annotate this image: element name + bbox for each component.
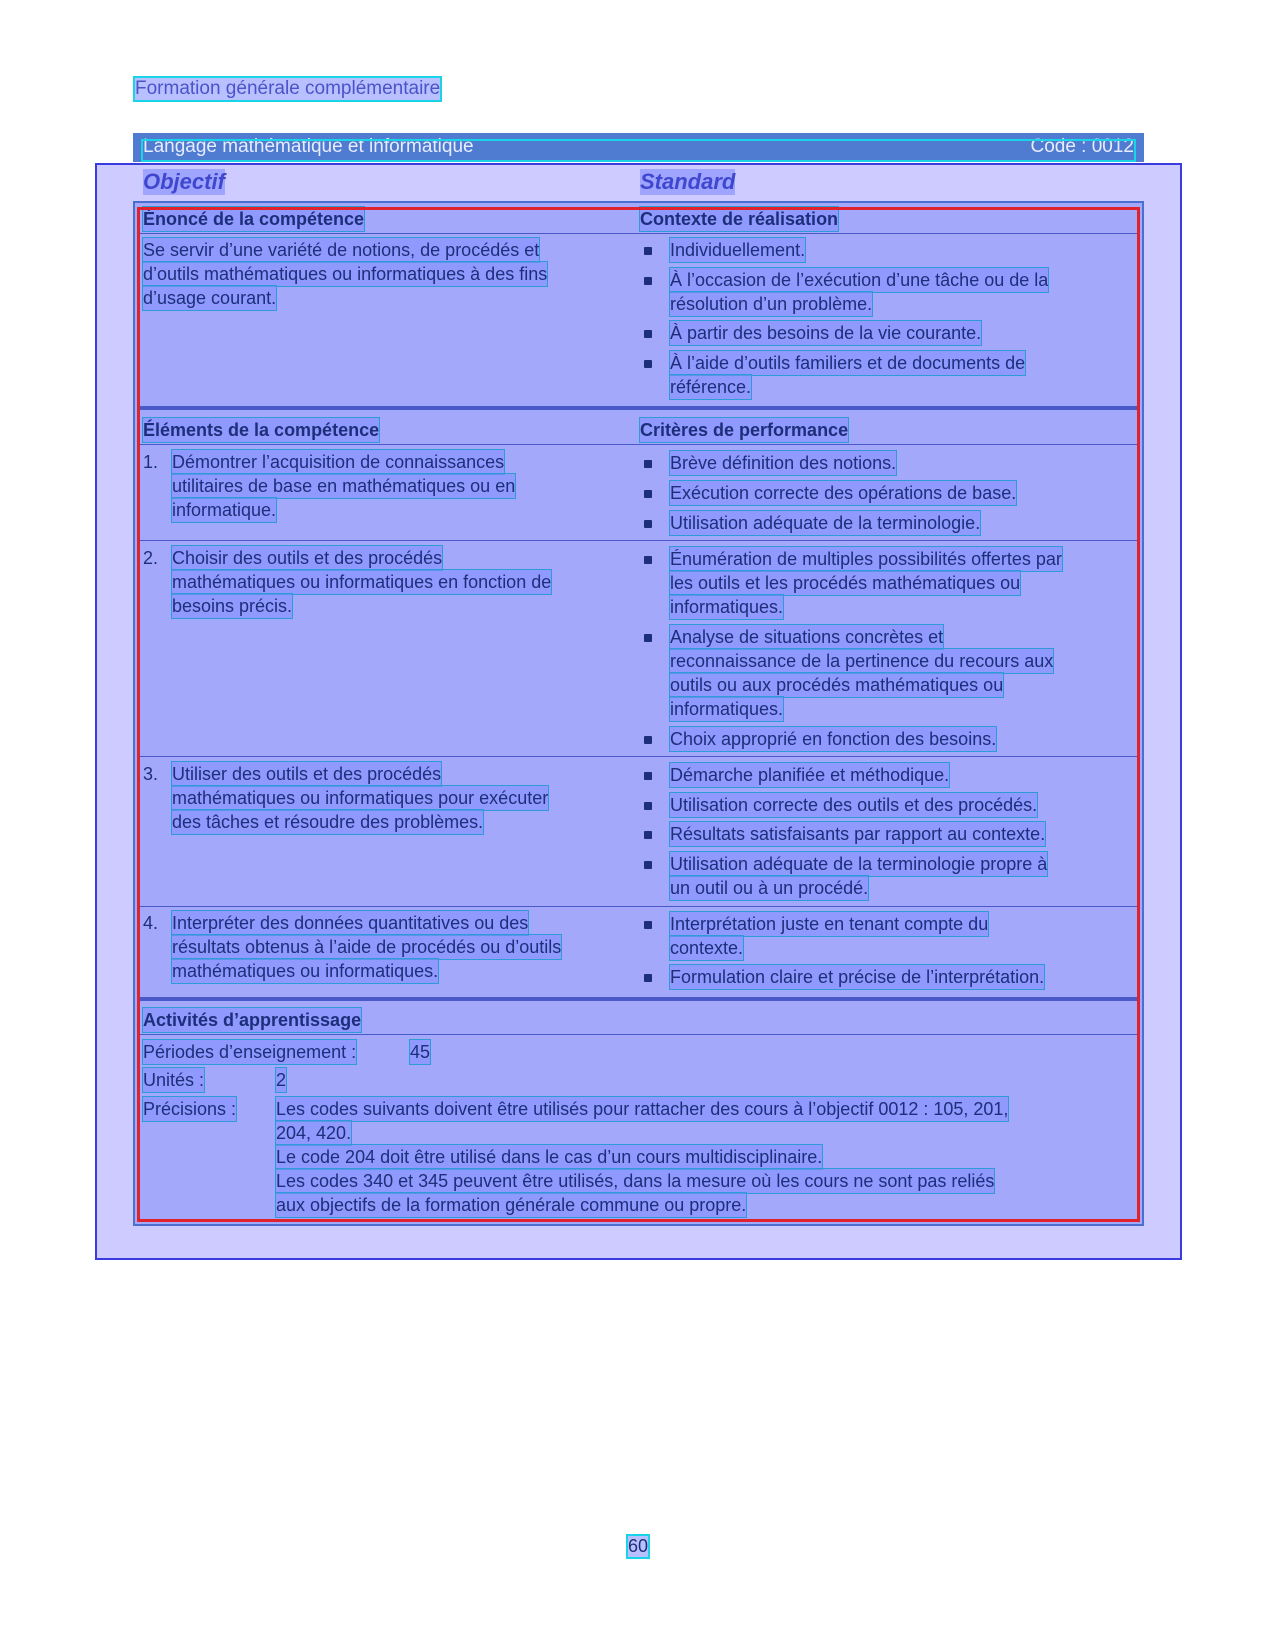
critere-item: Interprétation juste en tenant compte du xyxy=(670,914,989,934)
critere-item: Brève définition des notions. xyxy=(670,453,897,473)
unites-value: 2 xyxy=(276,1070,287,1090)
critere-item: Utilisation adéquate de la terminologie. xyxy=(670,513,981,533)
precisions-line: aux objectifs de la formation générale commune ou propre. xyxy=(276,1195,747,1215)
element-line: Démontrer l’acquisition de connaissances xyxy=(172,452,505,472)
element-number: 2. xyxy=(143,548,159,568)
precisions-line: 204, 420. xyxy=(276,1123,352,1143)
element-line: mathématiques ou informatiques pour exécuter xyxy=(172,788,549,808)
objectif-label: Objectif xyxy=(143,169,225,194)
critere-item: Énumération de multiples possibilités offertes par xyxy=(670,549,1062,569)
element-line: des tâches et résoudre des problèmes. xyxy=(172,812,484,832)
critere-item: Utilisation correcte des outils et des procédés. xyxy=(670,795,1038,815)
bullet-icon xyxy=(644,460,652,468)
critere-item: Exécution correcte des opérations de base. xyxy=(670,483,1017,503)
precisions-label: Précisions : xyxy=(143,1099,237,1119)
element-line: utilitaires de base en mathématiques ou en xyxy=(172,476,516,496)
precisions-line: Le code 204 doit être utilisé dans le cas d’un cours multidisciplinaire. xyxy=(276,1147,823,1167)
element-line: Utiliser des outils et des procédés xyxy=(172,764,442,784)
bullet-icon xyxy=(644,831,652,839)
critere-item: outils ou aux procédés mathématiques ou xyxy=(670,675,1004,695)
periodes-value: 45 xyxy=(410,1042,431,1062)
element-number: 4. xyxy=(143,913,159,933)
divider xyxy=(137,233,1140,234)
page-number: 60 xyxy=(628,1536,649,1556)
section-divider xyxy=(137,406,1140,410)
contexte-item: référence. xyxy=(670,377,752,397)
enonce-line: d’outils mathématiques ou informatiques à des fins xyxy=(143,264,548,284)
bullet-icon xyxy=(644,277,652,285)
activites-header: Activités d’apprentissage xyxy=(143,1010,362,1030)
bullet-icon xyxy=(644,772,652,780)
course-code: Code : 0012 xyxy=(1030,136,1134,157)
critere-item: Analyse de situations concrètes et xyxy=(670,627,944,647)
bullet-icon xyxy=(644,974,652,982)
title-bar xyxy=(133,133,1144,162)
divider xyxy=(137,444,1140,445)
critere-item: Démarche planifiée et méthodique. xyxy=(670,765,950,785)
divider xyxy=(137,1034,1140,1035)
element-line: résultats obtenus à l’aide de procédés ou d’outils xyxy=(172,937,562,957)
divider xyxy=(137,906,1140,907)
elements-header: Éléments de la compétence xyxy=(143,420,380,440)
course-title: Langage mathématique et informatique xyxy=(143,136,474,157)
critere-item: informatiques. xyxy=(670,597,784,617)
unites-label: Unités : xyxy=(143,1070,205,1090)
bullet-icon xyxy=(644,330,652,338)
bullet-icon xyxy=(644,634,652,642)
bullet-icon xyxy=(644,247,652,255)
divider xyxy=(137,540,1140,541)
enonce-line: Se servir d’une variété de notions, de procédés et xyxy=(143,240,540,260)
element-number: 1. xyxy=(143,452,159,472)
critere-item: un outil ou à un procédé. xyxy=(670,878,869,898)
bullet-icon xyxy=(644,360,652,368)
critere-item: Choix approprié en fonction des besoins. xyxy=(670,729,997,749)
element-line: Interpréter des données quantitatives ou des xyxy=(172,913,529,933)
critere-item: contexte. xyxy=(670,938,744,958)
enonce-header: Énoncé de la compétence xyxy=(143,209,365,229)
divider xyxy=(137,756,1140,757)
standard-label: Standard xyxy=(640,169,736,194)
bullet-icon xyxy=(644,861,652,869)
section-divider xyxy=(137,997,1140,1001)
bullet-icon xyxy=(644,520,652,528)
bullet-icon xyxy=(644,802,652,810)
critere-item: informatiques. xyxy=(670,699,784,719)
precisions-line: Les codes 340 et 345 peuvent être utilisés, dans la mesure où les cours ne sont pas reliés xyxy=(276,1171,995,1191)
element-number: 3. xyxy=(143,764,159,784)
contexte-item: À partir des besoins de la vie courante. xyxy=(670,323,982,343)
bullet-icon xyxy=(644,490,652,498)
element-line: mathématiques ou informatiques en fonction de xyxy=(172,572,552,592)
periodes-label: Périodes d’enseignement : xyxy=(143,1042,357,1062)
bullet-icon xyxy=(644,736,652,744)
precisions-line: Les codes suivants doivent être utilisés pour rattacher des cours à l’objectif 0012 : 105, 201, xyxy=(276,1099,1009,1119)
element-line: besoins précis. xyxy=(172,596,293,616)
bullet-icon xyxy=(644,556,652,564)
contexte-item: À l’aide d’outils familiers et de documents de xyxy=(670,353,1026,373)
critere-item: les outils et les procédés mathématiques ou xyxy=(670,573,1021,593)
element-line: informatique. xyxy=(172,500,277,520)
bullet-icon xyxy=(644,921,652,929)
contexte-item: résolution d’un problème. xyxy=(670,294,873,314)
critere-item: Utilisation adéquate de la terminologie propre à xyxy=(670,854,1048,874)
contexte-item: À l’occasion de l’exécution d’une tâche ou de la xyxy=(670,270,1049,290)
critere-item: Formulation claire et précise de l’interprétation. xyxy=(670,967,1045,987)
critere-item: Résultats satisfaisants par rapport au contexte. xyxy=(670,824,1046,844)
critere-item: reconnaissance de la pertinence du recours aux xyxy=(670,651,1054,671)
element-line: Choisir des outils et des procédés xyxy=(172,548,443,568)
contexte-header: Contexte de réalisation xyxy=(640,209,839,229)
section-heading: Formation générale complémentaire xyxy=(135,78,441,99)
enonce-line: d’usage courant. xyxy=(143,288,277,308)
element-line: mathématiques ou informatiques. xyxy=(172,961,439,981)
criteres-header: Critères de performance xyxy=(640,420,849,440)
contexte-item: Individuellement. xyxy=(670,240,806,260)
